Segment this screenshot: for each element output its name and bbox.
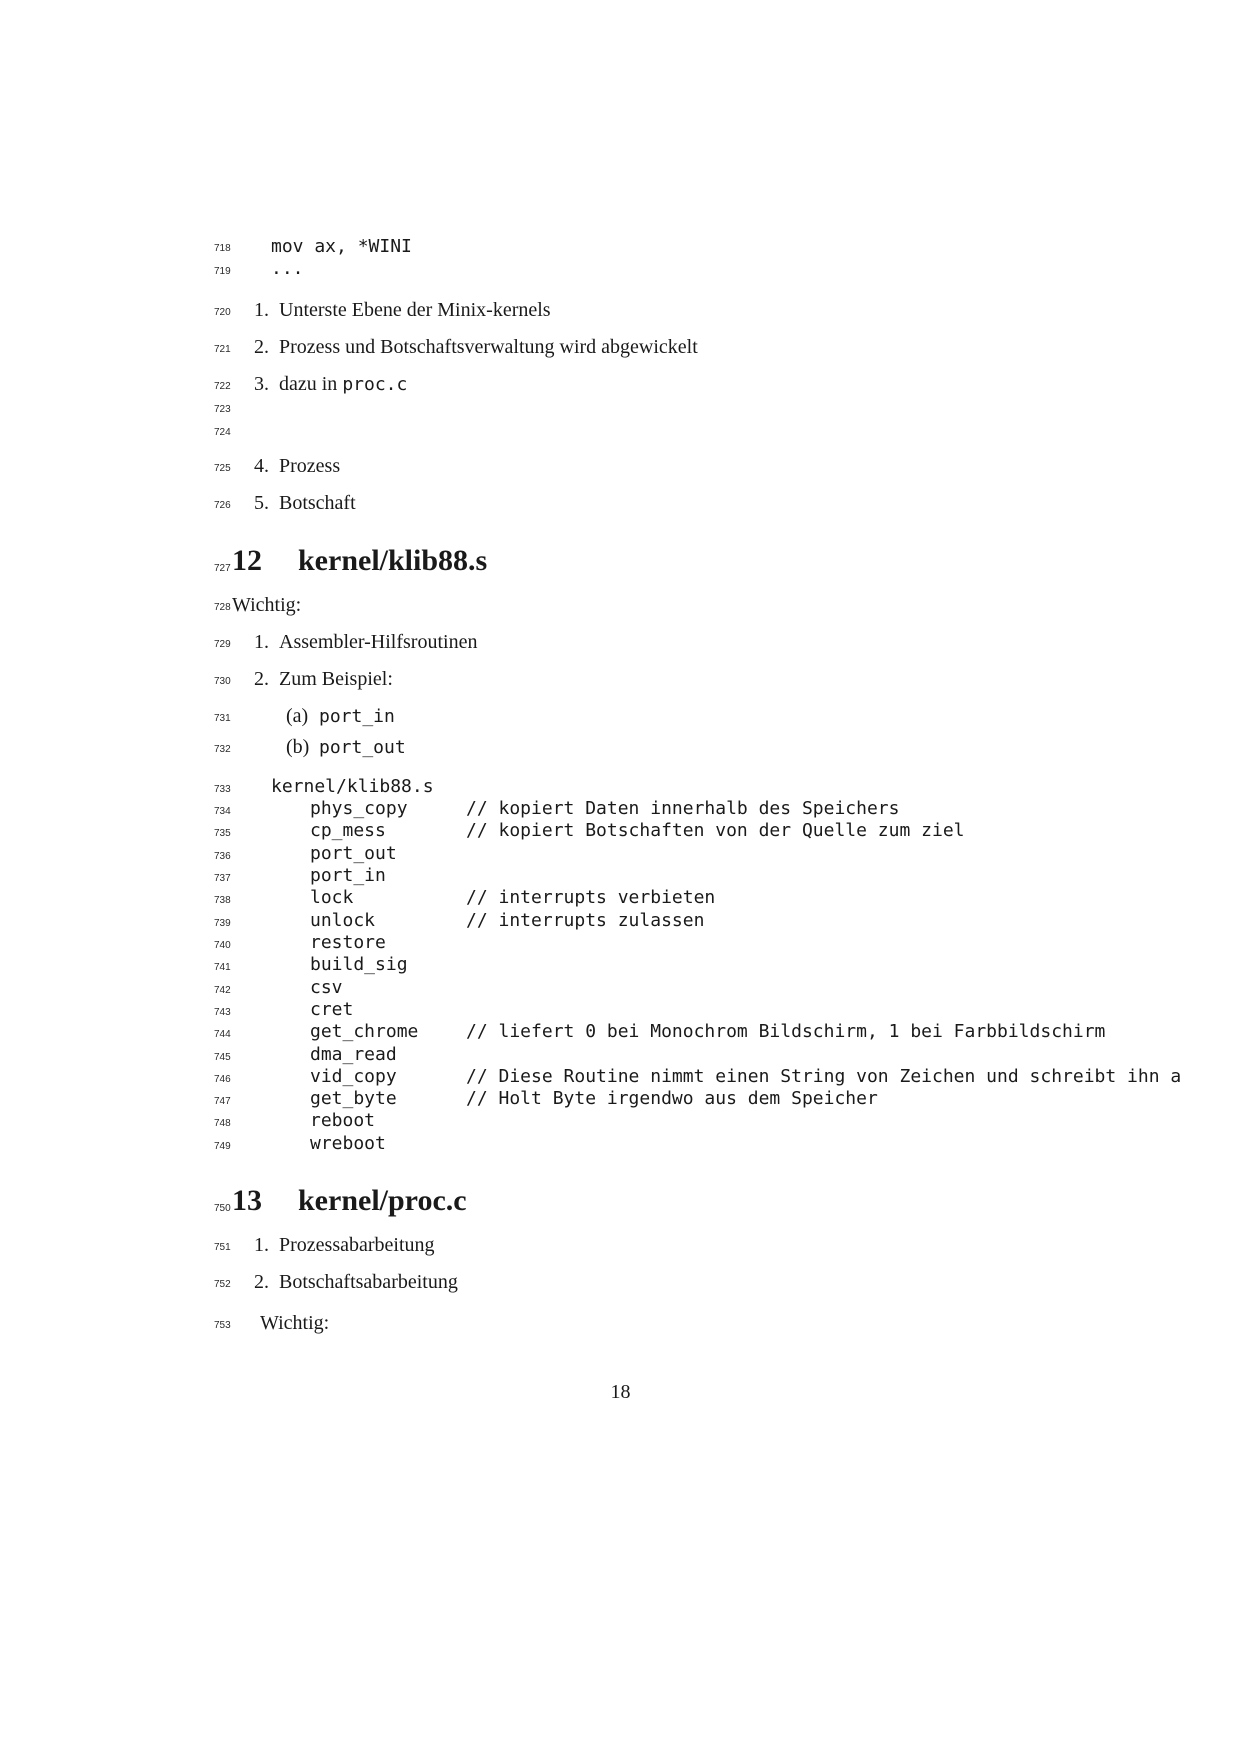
- line-number: 725: [214, 463, 231, 474]
- line-number: 736: [214, 851, 231, 862]
- line-number: 726: [214, 500, 231, 511]
- code-comment: // interrupts verbieten: [466, 887, 716, 908]
- list-marker: 1.: [254, 299, 269, 321]
- routine-name: unlock: [310, 910, 376, 931]
- list-text: Unterste Ebene der Minix-kernels: [279, 299, 551, 321]
- line-number: 742: [214, 985, 231, 996]
- list-marker: 2.: [254, 668, 269, 690]
- line-number: 722: [214, 381, 231, 392]
- inline-code: proc.c: [342, 374, 408, 395]
- line-number: 724: [214, 427, 231, 438]
- list-text: Zum Beispiel:: [279, 668, 393, 690]
- routine-name: lock: [310, 887, 354, 908]
- line-number: 743: [214, 1007, 231, 1018]
- routine-name: port_out: [310, 843, 397, 864]
- list-text: Botschaftsabarbeitung: [279, 1271, 458, 1293]
- routine-name: get_chrome: [310, 1021, 419, 1042]
- line-number: 746: [214, 1074, 231, 1085]
- section-number: 12: [232, 544, 262, 577]
- list-text: Prozess: [279, 455, 341, 477]
- line-number: 729: [214, 639, 231, 650]
- routine-name: build_sig: [310, 954, 408, 975]
- code-comment: // kopiert Botschaften von der Quelle zum ziel: [466, 820, 965, 841]
- routine-name: cret: [310, 999, 354, 1020]
- section-title-text: kernel/klib88.s: [298, 544, 488, 577]
- routine-name: port_in: [310, 865, 386, 886]
- list-marker: 2.: [254, 1271, 269, 1293]
- inline-code: port_in: [319, 706, 395, 727]
- list-text: [279, 372, 407, 397]
- section-title: [232, 543, 487, 579]
- line-number: 731: [214, 713, 231, 724]
- routine-name: get_byte: [310, 1088, 397, 1109]
- code-comment: // liefert 0 bei Monochrom Bildschirm, 1 bei Farbbildschirm: [466, 1021, 1106, 1042]
- code-comment: // Holt Byte irgendwo aus dem Speicher: [466, 1088, 878, 1109]
- routine-name: wreboot: [310, 1133, 386, 1154]
- list-marker: 1.: [254, 1234, 269, 1256]
- line-number: 739: [214, 918, 231, 929]
- line-number: 753: [214, 1320, 231, 1331]
- line-number: 734: [214, 806, 231, 817]
- list-marker: (a): [286, 705, 309, 727]
- section-title: [232, 1183, 467, 1219]
- line-number: 727: [214, 563, 231, 574]
- code-text: kernel/klib88.s: [271, 776, 434, 797]
- line-number: 718: [214, 243, 231, 254]
- line-number: 740: [214, 940, 231, 951]
- code-text: mov ax, *WINI: [271, 236, 412, 257]
- line-number: 721: [214, 344, 231, 355]
- line-number: 750: [214, 1203, 231, 1214]
- line-number: 745: [214, 1052, 231, 1063]
- list-text: Assembler-Hilfsroutinen: [279, 631, 478, 653]
- page-number: 18: [610, 1381, 631, 1403]
- line-number: 748: [214, 1118, 231, 1129]
- line-number: 733: [214, 784, 231, 795]
- code-comment: // kopiert Daten innerhalb des Speichers: [466, 798, 900, 819]
- line-number: 744: [214, 1029, 231, 1040]
- line-number: 719: [214, 266, 231, 277]
- line-number: 738: [214, 895, 231, 906]
- routine-name: dma_read: [310, 1044, 397, 1065]
- line-number: 741: [214, 962, 231, 973]
- list-marker: 5.: [254, 492, 269, 514]
- code-comment: // Diese Routine nimmt einen String von Zeichen und schreibt ihn a: [466, 1066, 1182, 1087]
- paragraph-text: Wichtig:: [232, 594, 302, 616]
- line-number: 720: [214, 307, 231, 318]
- list-text: Prozessabarbeitung: [279, 1234, 435, 1256]
- list-text: Botschaft: [279, 492, 356, 514]
- code-text: ...: [271, 258, 304, 279]
- list-marker: 4.: [254, 455, 269, 477]
- line-number: 749: [214, 1141, 231, 1152]
- line-number: 730: [214, 676, 231, 687]
- list-marker: 3.: [254, 373, 269, 395]
- list-text-plain: dazu in: [279, 373, 343, 395]
- section-title-text: kernel/proc.c: [298, 1184, 467, 1217]
- line-number: 723: [214, 404, 231, 415]
- line-number: 752: [214, 1279, 231, 1290]
- list-marker: (b): [286, 736, 310, 758]
- line-number: 732: [214, 744, 231, 755]
- list-text: Prozess und Botschaftsverwaltung wird abgewickelt: [279, 336, 698, 358]
- list-marker: 1.: [254, 631, 269, 653]
- routine-name: vid_copy: [310, 1066, 397, 1087]
- routine-name: restore: [310, 932, 386, 953]
- code-comment: // interrupts zulassen: [466, 910, 705, 931]
- line-number: 735: [214, 828, 231, 839]
- routine-name: cp_mess: [310, 820, 386, 841]
- inline-code: port_out: [319, 737, 406, 758]
- line-number: 747: [214, 1096, 231, 1107]
- paragraph-text: Wichtig:: [260, 1312, 330, 1334]
- line-number: 728: [214, 602, 231, 613]
- line-number: 737: [214, 873, 231, 884]
- section-number: 13: [232, 1184, 262, 1217]
- line-number: 751: [214, 1242, 231, 1253]
- routine-name: reboot: [310, 1110, 376, 1131]
- routine-name: phys_copy: [310, 798, 408, 819]
- list-marker: 2.: [254, 336, 269, 358]
- routine-name: csv: [310, 977, 343, 998]
